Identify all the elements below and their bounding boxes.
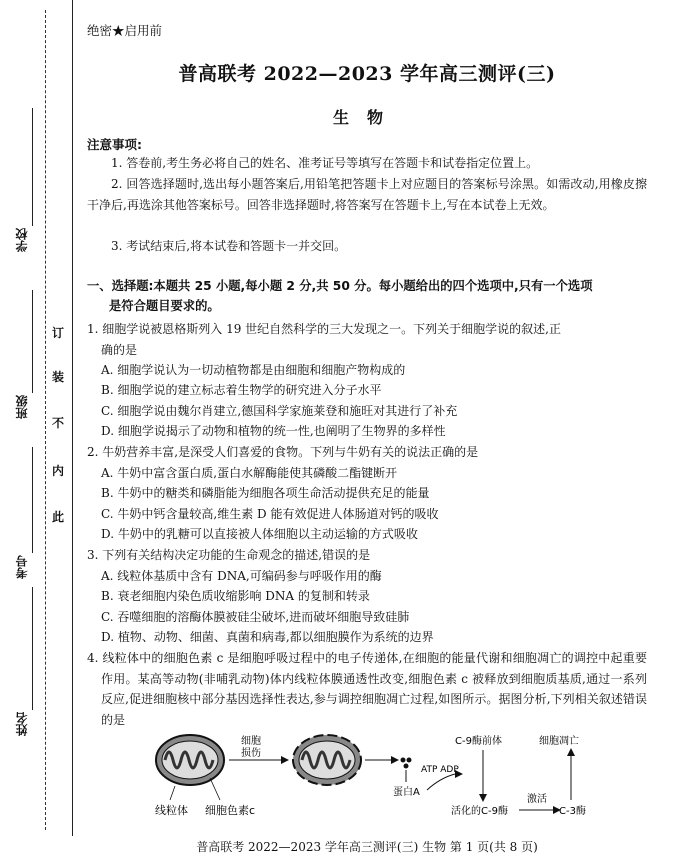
- question-2-option-c: C. 牛奶中钙含量较高,维生素 D 能有效促进人体肠道对钙的吸收: [101, 507, 439, 521]
- apoptosis-diagram: [155, 730, 595, 822]
- section-heading: [87, 276, 647, 316]
- page-footer: 普高联考 2022—2023 学年高三测评(三) 生物 第 1 页(共 8 页): [196, 840, 538, 854]
- question-1-option-b: B. 细胞学说的建立标志着生物学的研究进入分子水平: [101, 383, 382, 397]
- school-label: 学校: [15, 228, 29, 252]
- arrow: [427, 774, 455, 790]
- activate-label: 激活: [527, 794, 547, 805]
- binding-solid-line: [72, 0, 73, 836]
- school-underline: [32, 108, 33, 226]
- binding-dashed-line: [45, 10, 46, 830]
- question-stem-line: 4. 线粒体中的细胞色素 c 是细胞呼吸过程中的电子传递体,在细胞的能量代谢和细胞凋亡的调控中起重要作用。某高等动物(非哺乳动物)体内线粒体膜通透性改变,细胞色素 c 被释放到细胞质基质,通过一系列反应,促进细胞核中部分基因选择性表达,参与调控细胞凋亡过程,如图所示。据图分析,下列相关叙述错误的是: [87, 651, 647, 727]
- seal-char: 不: [52, 416, 65, 430]
- seal-char: 订: [52, 326, 65, 340]
- name-underline: [32, 587, 33, 710]
- question-1-option-d: D. 细胞学说揭示了动物和植物的统一性,也阐明了生物界的多样性: [101, 424, 446, 438]
- question-2-option-a: A. 牛奶中富含蛋白质,蛋白水解酶能使其磷酸二酯键断开: [101, 466, 398, 480]
- notice-item: 1. 答卷前,考生务必将自己的姓名、准考证号等填写在答题卡和试卷指定位置上。: [111, 156, 539, 170]
- apoptosis-figure: [155, 730, 595, 822]
- question-1-stem: [87, 319, 647, 360]
- notice-heading: 注意事项:: [87, 137, 142, 152]
- c3-label: C-3酶: [559, 806, 586, 817]
- subject-title: 生物: [332, 108, 401, 127]
- question-2-option-b: B. 牛奶中的糖类和磷脂能为细胞各项生命活动提供充足的能量: [101, 486, 430, 500]
- name-field[interactable]: [12, 712, 38, 736]
- arrow-head-icon: [479, 794, 487, 802]
- class-label: 班级: [15, 395, 29, 419]
- name-label: 姓名: [15, 712, 29, 736]
- atp-adp-label: ATP ADP: [421, 765, 459, 775]
- question-3-stem: 3. 下列有关结构决定功能的生命观念的描述,错误的是: [87, 548, 371, 562]
- protein-a-label: 蛋白A: [393, 787, 420, 798]
- question-4-stem: [87, 648, 647, 730]
- precursor-label: C-9酶前体: [455, 736, 502, 747]
- damage-label-2: 损伤: [241, 748, 261, 759]
- cytc-pointer: [210, 778, 220, 800]
- damage-label-1: 细胞: [241, 736, 261, 747]
- cytc-label: 细胞色素c: [205, 804, 256, 817]
- question-1-option-c: C. 细胞学说由魏尔肖建立,德国科学家施莱登和施旺对其进行了补充: [101, 404, 458, 418]
- notice-item: 3. 考试结束后,将本试卷和答题卡一并交回。: [111, 239, 347, 253]
- section-heading-line2: 是符合题目要求的。: [109, 299, 220, 313]
- arrow-head-icon: [391, 756, 399, 764]
- seal-char: 装: [52, 370, 65, 384]
- mito-pointer: [170, 786, 175, 800]
- secret-mark: 绝密★启用前: [87, 23, 163, 38]
- apoptosis-label: 细胞凋亡: [539, 736, 579, 747]
- question-stem-line: 确的是: [101, 342, 138, 357]
- class-underline: [32, 290, 33, 393]
- mito-label: 线粒体: [155, 804, 188, 817]
- arrow-head-icon: [281, 756, 289, 764]
- mitochondrion-icon: [293, 735, 361, 785]
- school-field[interactable]: [12, 228, 38, 252]
- mitochondrion-icon: [156, 735, 224, 785]
- question-3-option-d: D. 植物、动物、细菌、真菌和病毒,都以细胞膜作为系统的边界: [101, 630, 434, 644]
- exam-title: 普高联考 2022—2023 学年高三测评(三): [178, 63, 556, 85]
- question-1-option-a: A. 细胞学说认为一切动植物都是由细胞和细胞产物构成的: [101, 363, 406, 377]
- question-3-option-a: A. 线粒体基质中含有 DNA,可编码参与呼吸作用的酶: [101, 569, 382, 583]
- seal-char: 此: [52, 510, 65, 524]
- notice-item: 2. 回答选择题时,选出每小题答案后,用铅笔把答题卡上对应题目的答案标号涂黑。如需改动,用橡皮擦干净后,再选涂其他答案标号。回答非选择题时,将答案写在答题卡上,写在本试卷上无效。: [87, 177, 647, 212]
- activated-label: 活化的C-9酶: [451, 806, 508, 817]
- question-3-option-b: B. 衰老细胞内染色质收缩影响 DNA 的复制和转录: [101, 589, 370, 603]
- question-3-option-c: C. 吞噬细胞的溶酶体膜被硅尘破坏,进而破坏细胞导致硅肺: [101, 610, 410, 624]
- seal-char: 内: [52, 464, 65, 478]
- cytc-dots-icon: [401, 758, 412, 769]
- exam-number-field[interactable]: [12, 555, 38, 579]
- exam-number-underline: [32, 447, 33, 553]
- question-2-stem: 2. 牛奶营养丰富,是深受人们喜爱的食物。下列与牛奶有关的说法正确的是: [87, 445, 479, 459]
- class-field[interactable]: [12, 395, 38, 419]
- exam-number-label: 考号: [15, 555, 29, 579]
- arrow-head-icon: [567, 748, 575, 756]
- question-stem-line: 1. 细胞学说被恩格斯列入 19 世纪自然科学的三大发现之一。下列关于细胞学说的叙述,正: [87, 322, 561, 336]
- section-heading-line1: 一、选择题:本题共 25 小题,每小题 2 分,共 50 分。每小题给出的四个选项中,只有一个选项: [87, 279, 593, 293]
- binding-margin: [0, 0, 80, 864]
- question-2-option-d: D. 牛奶中的乳糖可以直接被人体细胞以主动运输的方式吸收: [101, 527, 418, 541]
